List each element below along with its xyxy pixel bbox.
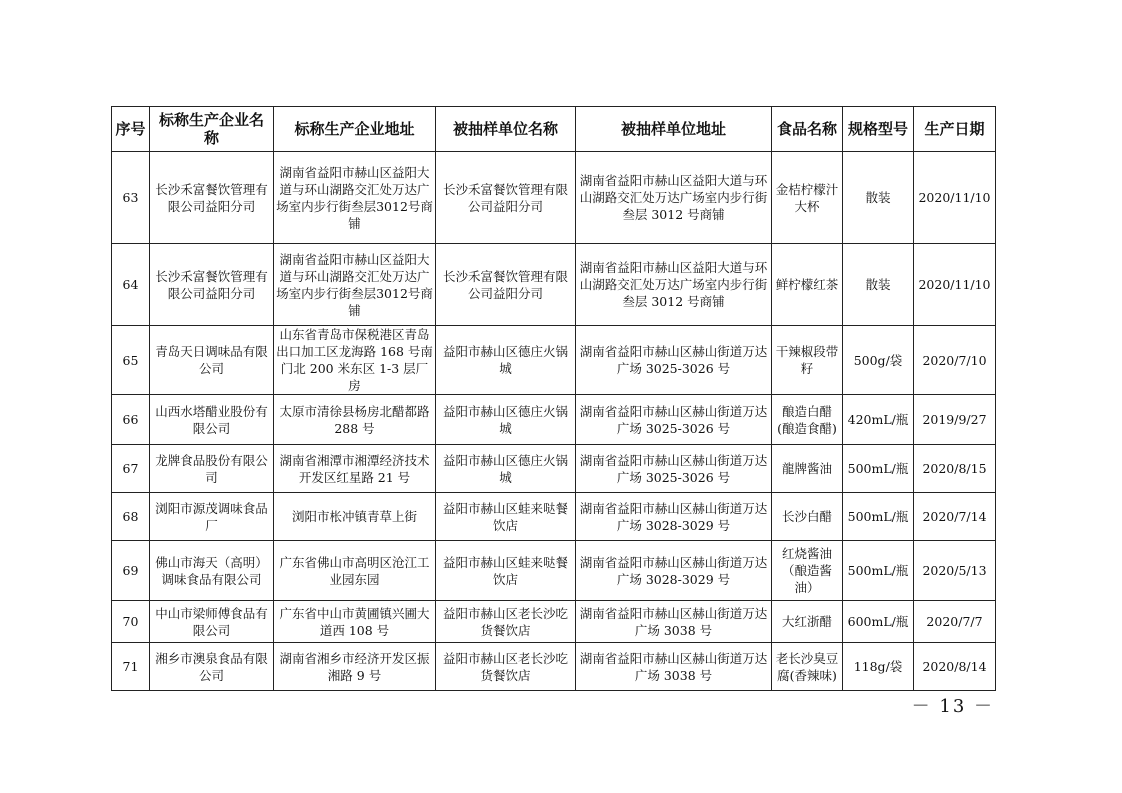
- cell-manufacturer-address: 湖南省益阳市赫山区益阳大道与环山湖路交汇处万达广场室内步行街叁层3012号商铺: [274, 244, 436, 326]
- cell-food-name: 龍牌酱油: [772, 445, 843, 493]
- table-row: [112, 244, 996, 326]
- cell-sampled-unit-name: 益阳市赫山区蛙来哒餐饮店: [436, 541, 576, 601]
- cell-production-date: 2020/11/10: [914, 152, 996, 244]
- cell-seq: 63: [112, 152, 150, 244]
- cell-manufacturer-address: 湖南省湘乡市经济开发区振湘路 9 号: [274, 643, 436, 691]
- cell-food-name: 长沙白醋: [772, 493, 843, 541]
- cell-food-name: 酿造白醋(酿造食醋): [772, 395, 843, 445]
- cell-sampled-unit-address: 湖南省益阳市赫山区赫山街道万达广场 3025-3026 号: [576, 326, 772, 395]
- table-row: [112, 152, 996, 244]
- cell-seq: 70: [112, 601, 150, 643]
- cell-sampled-unit-address: 湖南省益阳市赫山区赫山街道万达广场 3025-3026 号: [576, 395, 772, 445]
- table-row: [112, 541, 996, 601]
- page-number: － 13 －: [911, 696, 994, 717]
- table-row: [112, 395, 996, 445]
- cell-seq: 68: [112, 493, 150, 541]
- header-seq: 序号: [112, 107, 150, 152]
- cell-seq: 64: [112, 244, 150, 326]
- cell-production-date: 2020/11/10: [914, 244, 996, 326]
- cell-sampled-unit-address: 湖南省益阳市赫山区赫山街道万达广场 3028-3029 号: [576, 541, 772, 601]
- cell-spec: 600mL/瓶: [843, 601, 914, 643]
- cell-sampled-unit-name: 长沙禾富餐饮管理有限公司益阳分司: [436, 152, 576, 244]
- cell-manufacturer-address: 山东省青岛市保税港区青岛出口加工区龙海路 168 号南门北 200 米东区 1-3 层厂房: [274, 326, 436, 395]
- cell-sampled-unit-name: 长沙禾富餐饮管理有限公司益阳分司: [436, 244, 576, 326]
- cell-sampled-unit-name: 益阳市赫山区老长沙吃货餐饮店: [436, 643, 576, 691]
- cell-seq: 66: [112, 395, 150, 445]
- cell-food-name: 红烧酱油（酿造酱油）: [772, 541, 843, 601]
- header-manufacturer-name: 标称生产企业名称: [150, 107, 274, 152]
- header-sampled-unit-name: 被抽样单位名称: [436, 107, 576, 152]
- cell-manufacturer-name: 长沙禾富餐饮管理有限公司益阳分司: [150, 152, 274, 244]
- cell-sampled-unit-name: 益阳市赫山区德庄火锅城: [436, 445, 576, 493]
- cell-spec: 118g/袋: [843, 643, 914, 691]
- header-production-date: 生产日期: [914, 107, 996, 152]
- table-row: [112, 643, 996, 691]
- cell-seq: 69: [112, 541, 150, 601]
- cell-production-date: 2020/7/10: [914, 326, 996, 395]
- cell-spec: 500mL/瓶: [843, 493, 914, 541]
- header-food-name: 食品名称: [772, 107, 843, 152]
- cell-production-date: 2019/9/27: [914, 395, 996, 445]
- cell-food-name: 大红浙醋: [772, 601, 843, 643]
- cell-sampled-unit-name: 益阳市赫山区德庄火锅城: [436, 326, 576, 395]
- cell-manufacturer-name: 龙牌食品股份有限公司: [150, 445, 274, 493]
- table-row: [112, 493, 996, 541]
- cell-seq: 65: [112, 326, 150, 395]
- cell-seq: 67: [112, 445, 150, 493]
- cell-spec: 500g/袋: [843, 326, 914, 395]
- cell-food-name: 金桔柠檬汁大杯: [772, 152, 843, 244]
- cell-spec: 散装: [843, 152, 914, 244]
- cell-manufacturer-name: 浏阳市源茂调味食品厂: [150, 493, 274, 541]
- cell-sampled-unit-address: 湖南省益阳市赫山区赫山街道万达广场 3025-3026 号: [576, 445, 772, 493]
- cell-sampled-unit-name: 益阳市赫山区德庄火锅城: [436, 395, 576, 445]
- cell-food-name: 鲜柠檬红茶: [772, 244, 843, 326]
- cell-sampled-unit-address: 湖南省益阳市赫山区赫山街道万达广场 3028-3029 号: [576, 493, 772, 541]
- cell-sampled-unit-address: 湖南省益阳市赫山区益阳大道与环山湖路交汇处万达广场室内步行街叁层 3012 号商铺: [576, 244, 772, 326]
- header-spec: 规格型号: [843, 107, 914, 152]
- cell-manufacturer-address: 湖南省益阳市赫山区益阳大道与环山湖路交汇处万达广场室内步行街叁层3012号商铺: [274, 152, 436, 244]
- cell-manufacturer-name: 中山市梁师傅食品有限公司: [150, 601, 274, 643]
- cell-sampled-unit-name: 益阳市赫山区蛙来哒餐饮店: [436, 493, 576, 541]
- cell-spec: 500mL/瓶: [843, 445, 914, 493]
- cell-manufacturer-address: 广东省中山市黄圃镇兴圃大道西 108 号: [274, 601, 436, 643]
- cell-sampled-unit-address: 湖南省益阳市赫山区赫山街道万达广场 3038 号: [576, 601, 772, 643]
- cell-sampled-unit-address: 湖南省益阳市赫山区益阳大道与环山湖路交汇处万达广场室内步行街叁层 3012 号商铺: [576, 152, 772, 244]
- cell-sampled-unit-name: 益阳市赫山区老长沙吃货餐饮店: [436, 601, 576, 643]
- table-row: [112, 445, 996, 493]
- cell-sampled-unit-address: 湖南省益阳市赫山区赫山街道万达广场 3038 号: [576, 643, 772, 691]
- cell-food-name: 干辣椒段带籽: [772, 326, 843, 395]
- cell-production-date: 2020/5/13: [914, 541, 996, 601]
- cell-spec: 420mL/瓶: [843, 395, 914, 445]
- sampling-results-table: [111, 106, 996, 691]
- cell-manufacturer-address: 湖南省湘潭市湘潭经济技术开发区红星路 21 号: [274, 445, 436, 493]
- cell-manufacturer-name: 山西水塔醋业股份有限公司: [150, 395, 274, 445]
- cell-manufacturer-name: 青岛天日调味品有限公司: [150, 326, 274, 395]
- table-body: [112, 152, 996, 691]
- cell-production-date: 2020/7/14: [914, 493, 996, 541]
- cell-production-date: 2020/8/14: [914, 643, 996, 691]
- header-manufacturer-address: 标称生产企业地址: [274, 107, 436, 152]
- cell-production-date: 2020/8/15: [914, 445, 996, 493]
- cell-manufacturer-address: 太原市清徐县杨房北醋都路288 号: [274, 395, 436, 445]
- cell-manufacturer-address: 浏阳市枨冲镇青草上街: [274, 493, 436, 541]
- cell-production-date: 2020/7/7: [914, 601, 996, 643]
- cell-manufacturer-name: 佛山市海天（高明）调味食品有限公司: [150, 541, 274, 601]
- cell-seq: 71: [112, 643, 150, 691]
- table-header-row: [112, 107, 996, 152]
- header-sampled-unit-address: 被抽样单位地址: [576, 107, 772, 152]
- table-row: [112, 601, 996, 643]
- cell-food-name: 老长沙臭豆腐(香辣味): [772, 643, 843, 691]
- cell-spec: 散装: [843, 244, 914, 326]
- cell-spec: 500mL/瓶: [843, 541, 914, 601]
- cell-manufacturer-name: 长沙禾富餐饮管理有限公司益阳分司: [150, 244, 274, 326]
- table-row: [112, 326, 996, 395]
- cell-manufacturer-address: 广东省佛山市高明区沧江工业园东园: [274, 541, 436, 601]
- cell-manufacturer-name: 湘乡市澳泉食品有限公司: [150, 643, 274, 691]
